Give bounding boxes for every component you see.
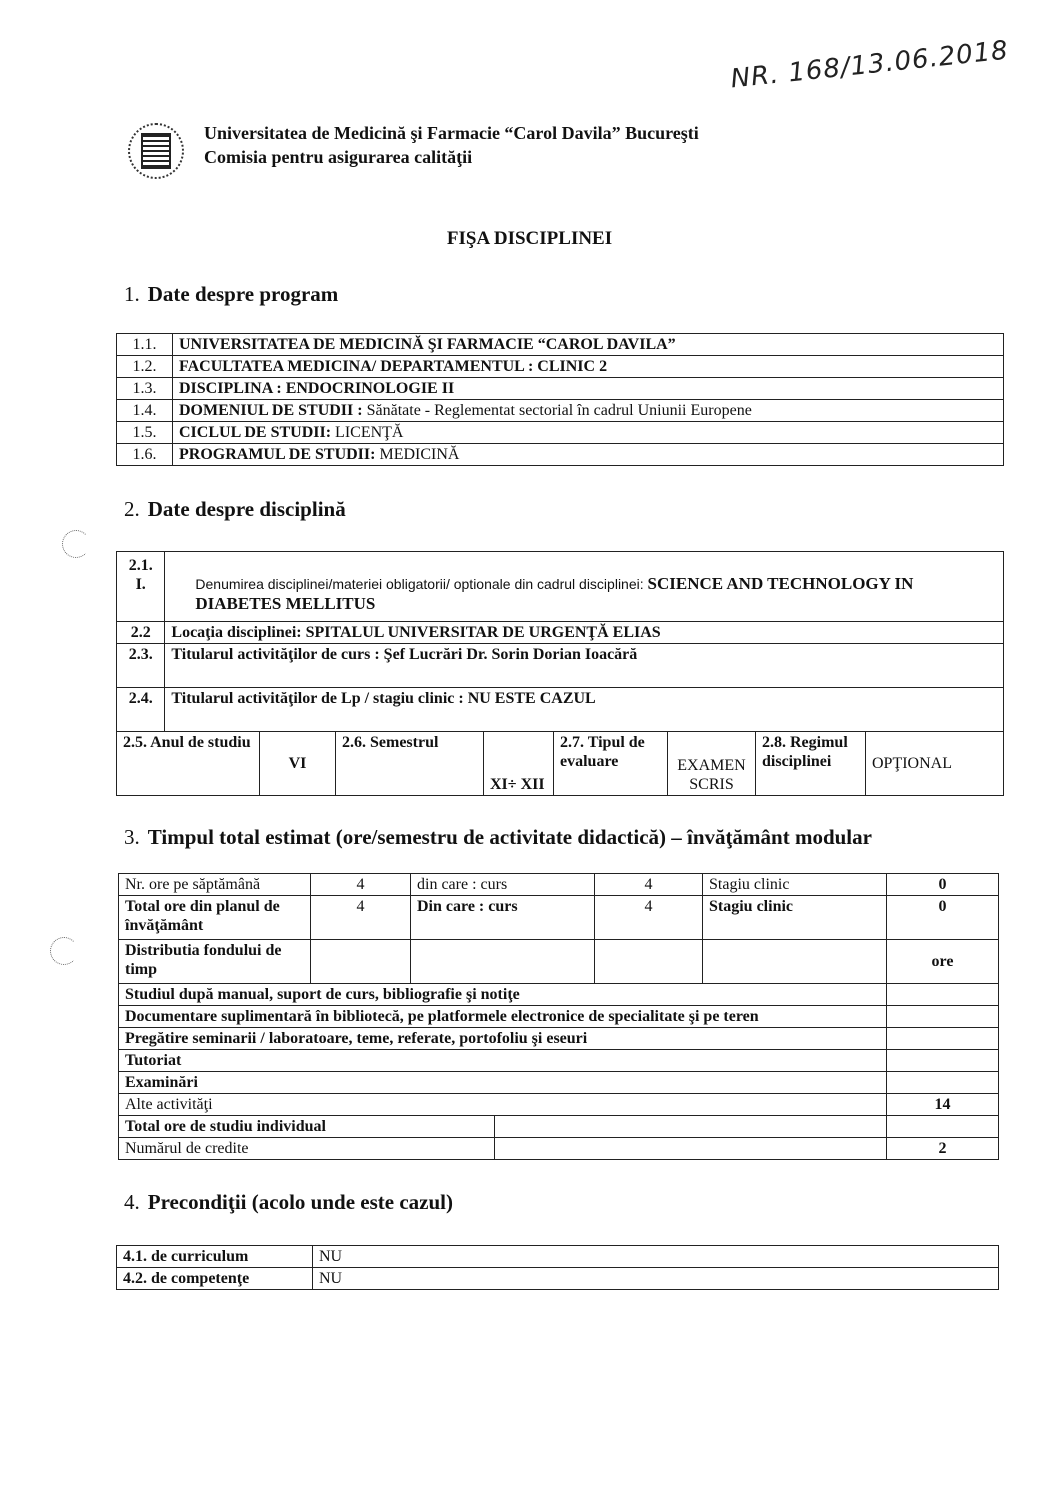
row-label: FACULTATEA MEDICINA/ DEPARTAMENTUL : CLINIC 2 xyxy=(179,358,608,375)
row-label: Denumirea disciplinei/materiei obligatorii/ optionale din cadrul disciplinei: xyxy=(195,576,648,592)
course-hours-value: 4 xyxy=(595,874,703,896)
table-row xyxy=(117,1268,999,1290)
activity-label: Examinări xyxy=(119,1072,887,1094)
precondition-label: 4.1. de curriculum xyxy=(117,1246,313,1268)
row-number: 1.6. xyxy=(117,444,173,466)
table-row xyxy=(117,444,1004,466)
table-row xyxy=(117,552,1004,622)
total-individual-label: Total ore de studiu individual xyxy=(119,1116,495,1138)
table-row xyxy=(119,1072,999,1094)
discipline-name: SCIENCE AND TECHNOLOGY IN DIABETES MELLITUS xyxy=(195,574,914,613)
table-row xyxy=(119,896,999,940)
year-label: 2.5. Anul de studiu xyxy=(117,732,260,796)
row-number: 2.1. I. xyxy=(117,552,165,622)
section-number: 2. xyxy=(124,497,140,521)
activity-label: Studiul după manual, suport de curs, bibliografie şi notiţe xyxy=(119,984,887,1006)
section-2-heading xyxy=(124,497,346,522)
row-number: 2.4. xyxy=(117,688,165,732)
table-row xyxy=(117,1246,999,1268)
activity-label: Tutoriat xyxy=(119,1050,887,1072)
section-title: Precondiţii (acolo unde este cazul) xyxy=(147,1190,453,1214)
section-title: Date despre program xyxy=(147,282,339,306)
preconditions-table xyxy=(116,1245,999,1290)
credits-label: Numărul de credite xyxy=(119,1138,495,1160)
table-row xyxy=(117,644,1004,688)
activity-hours xyxy=(887,1072,999,1094)
row-value: MEDICINĂ xyxy=(379,446,460,463)
activity-hours: 14 xyxy=(887,1094,999,1116)
punch-hole-mark xyxy=(50,937,78,965)
table-row xyxy=(117,400,1004,422)
row-number: 1.5. xyxy=(117,422,173,444)
section-number: 3. xyxy=(124,825,140,849)
activity-hours xyxy=(887,1028,999,1050)
clinical-stage-label: Stagiu clinic xyxy=(703,896,887,940)
hours-per-week-label: Nr. ore pe săptămână xyxy=(119,874,311,896)
table-row xyxy=(117,732,1004,796)
hours-unit: ore xyxy=(887,940,999,984)
precondition-label: 4.2. de competenţe xyxy=(117,1268,313,1290)
clinical-stage-value: 0 xyxy=(887,874,999,896)
punch-hole-mark xyxy=(62,530,90,558)
activity-hours xyxy=(887,984,999,1006)
document-title: FIŞA DISCIPLINEI xyxy=(446,228,613,249)
regime-value: OPŢIONAL xyxy=(866,732,1004,796)
semester-value: XI÷ XII xyxy=(484,732,554,796)
table-row xyxy=(117,688,1004,732)
row-value: Sănătate - Reglementat sectorial în cadrul Uniunii Europene xyxy=(366,402,752,419)
table-row xyxy=(119,1050,999,1072)
program-data-table xyxy=(116,333,1004,466)
activity-label: Documentare suplimentară în bibliotecă, pe platformele electronice de specialitate şi pe teren xyxy=(119,1006,887,1028)
table-row xyxy=(119,1138,999,1160)
table-row xyxy=(119,1116,999,1138)
logo-emblem-icon xyxy=(141,133,171,169)
row-number: 2.2 xyxy=(117,622,165,644)
row-number: 1.4. xyxy=(117,400,173,422)
course-hours-value: 4 xyxy=(595,896,703,940)
regime-label: 2.8. Regimul disciplinei xyxy=(756,732,866,796)
total-individual-value xyxy=(887,1116,999,1138)
row-value: LICENŢĂ xyxy=(335,424,404,441)
table-row xyxy=(119,1028,999,1050)
activity-hours xyxy=(887,1006,999,1028)
row-number: 1.2. xyxy=(117,356,173,378)
activity-label: Pregătire seminarii / laboratoare, teme, referate, portofoliu şi eseuri xyxy=(119,1028,887,1050)
evaluation-label: 2.7. Tipul de evaluare xyxy=(554,732,668,796)
table-row xyxy=(117,622,1004,644)
clinical-stage-value: 0 xyxy=(887,896,999,940)
university-name: Universitatea de Medicină şi Farmacie “Carol Davila” Bucureşti xyxy=(204,123,699,143)
clinical-stage-label: Stagiu clinic xyxy=(703,874,887,896)
row-label: PROGRAMUL DE STUDII: xyxy=(179,446,380,463)
precondition-value: NU xyxy=(313,1246,999,1268)
handwritten-registration-number: NR. 168/13.06.2018 xyxy=(729,35,1011,95)
activity-label: Alte activităţi xyxy=(119,1094,887,1116)
table-row xyxy=(117,334,1004,356)
table-row xyxy=(119,874,999,896)
discipline-data-table xyxy=(116,551,1004,796)
time-distribution-label: Distributia fondului de timp xyxy=(119,940,311,984)
section-number: 4. xyxy=(124,1190,140,1214)
table-row xyxy=(119,984,999,1006)
total-hours-label: Total ore din planul de învăţământ xyxy=(119,896,311,940)
credits-value: 2 xyxy=(887,1138,999,1160)
section-title: Timpul total estimat (ore/semestru de activitate didactică) – învăţământ modular xyxy=(147,825,872,849)
row-label: Titularul activităţilor de curs : Şef Lucrări Dr. Sorin Dorian Ioacără xyxy=(165,644,1004,688)
row-label: DOMENIUL DE STUDII : xyxy=(179,402,367,419)
section-4-heading xyxy=(124,1190,453,1215)
evaluation-value: EXAMEN SCRIS xyxy=(668,732,756,796)
table-row xyxy=(117,356,1004,378)
time-estimate-table xyxy=(118,873,999,1160)
row-number: 2.3. xyxy=(117,644,165,688)
total-hours-value: 4 xyxy=(311,896,411,940)
table-row xyxy=(117,422,1004,444)
table-row xyxy=(119,1094,999,1116)
section-number: 1. xyxy=(124,282,140,306)
section-title: Date despre disciplină xyxy=(147,497,346,521)
table-row xyxy=(119,1006,999,1028)
year-value: VI xyxy=(260,732,336,796)
row-label: Titularul activităţilor de Lp / stagiu clinic : NU ESTE CAZUL xyxy=(165,688,1004,732)
university-logo xyxy=(128,123,184,179)
activity-hours xyxy=(887,1050,999,1072)
table-row xyxy=(119,940,999,984)
row-number: 1.3. xyxy=(117,378,173,400)
of-which-course-label: din care : curs xyxy=(411,874,595,896)
hours-per-week-value: 4 xyxy=(311,874,411,896)
of-which-course-label: Din care : curs xyxy=(411,896,595,940)
section-3-heading xyxy=(124,825,872,850)
semester-label: 2.6. Semestrul xyxy=(336,732,484,796)
row-label: DISCIPLINA : ENDOCRINOLOGIE II xyxy=(179,380,455,397)
precondition-value: NU xyxy=(313,1268,999,1290)
row-label: CICLUL DE STUDII: xyxy=(179,424,336,441)
table-row xyxy=(117,378,1004,400)
row-label: Locaţia disciplinei: SPITALUL UNIVERSITAR DE URGENŢĂ ELIAS xyxy=(165,622,1004,644)
section-1-heading xyxy=(124,282,338,307)
row-label: UNIVERSITATEA DE MEDICINĂ ŞI FARMACIE “CAROL DAVILA” xyxy=(179,336,676,353)
commission-name: Comisia pentru asigurarea calităţii xyxy=(204,147,473,167)
row-number: 1.1. xyxy=(117,334,173,356)
